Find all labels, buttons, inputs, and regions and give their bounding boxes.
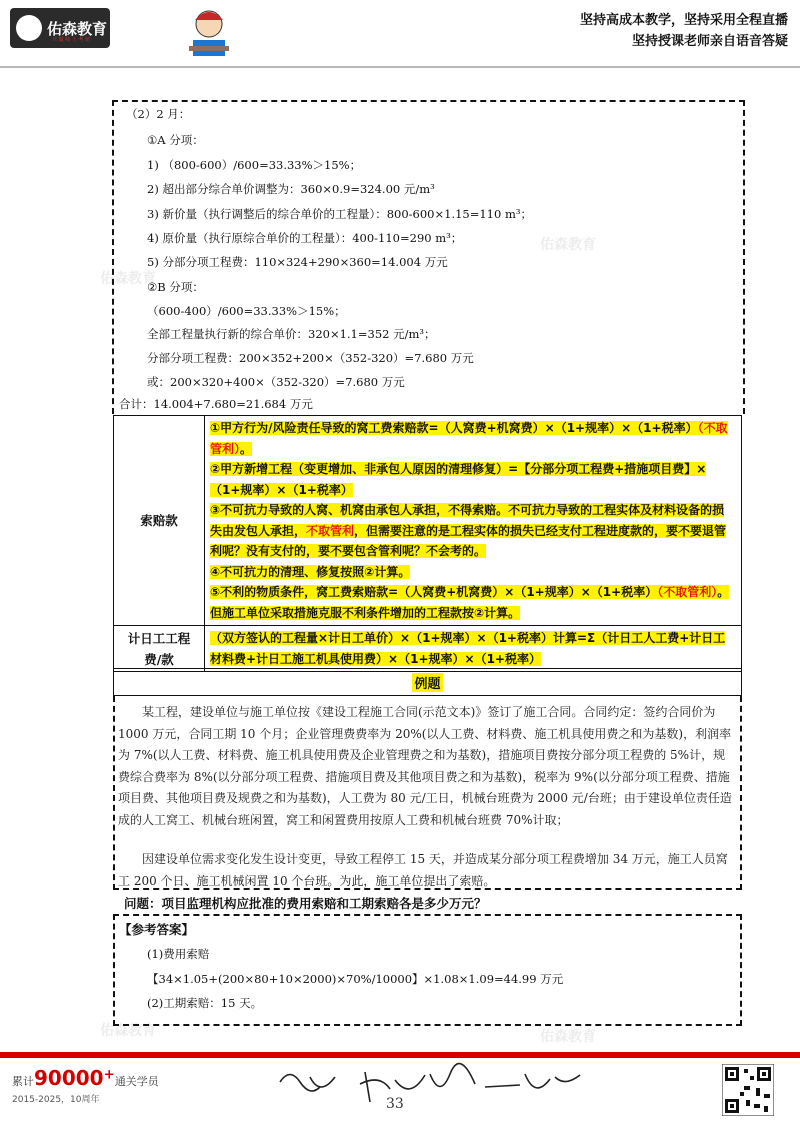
badge-prefix: 累计 xyxy=(12,1075,34,1088)
answer-line: 【34×1.05+(200×80+10×2000)×70%/10000】×1.08×1.09=44.99 万元 xyxy=(147,972,564,986)
logo xyxy=(10,8,110,48)
claims-item xyxy=(210,459,736,500)
logo-seal-icon xyxy=(16,15,42,41)
header-divider xyxy=(0,66,800,68)
calc-line: （600-400）/600=33.33%＞15%； xyxy=(147,304,346,318)
answer-title: 【参考答案】 xyxy=(119,922,195,937)
claims-text: ②甲方新增工程（变更增加、非承包人原因的清理修复）=【分部分项工程费+措施项目费】×（1+规率）×（1+税率） xyxy=(210,462,707,497)
daywork-label xyxy=(114,626,205,672)
example-paragraph: 某工程，建设单位与施工单位按《建设工程施工合同(示范文本)》签订了施工合同。合同约定：签约合同价为 1000 万元，合同工期 10 个月；企业管理费费率为 20%(以人工费、材料费、施工机具使用费之和为基数)，利润率为 7%(以人工费、材料费、施工机具使用费及企业管理费之和为基数)，措施项目费按分部分项工程费的 5%计，规费综合费率为 8%(以分部分项工程费、措施项目费及其他项目费之和为基数)，税率为 9%(以分部分项工程费、措施项目费、其他项目费及规费之和为基数)，人工费为 80 元/工日，机械台班费为 2000 元/台班；由于建设单位责任造成的人工窝工、机械台班闲置，窝工和闲置费用按原人工费和机械台班费 70%计取； xyxy=(118,705,732,827)
calc-line: 全部工程量执行新的综合单价：320×1.1=352 元/m³； xyxy=(147,327,436,341)
claims-note: 不取管利 xyxy=(306,523,355,538)
page-number: 33 xyxy=(386,1096,404,1112)
calc-line: （2）2 月： xyxy=(126,107,191,121)
claims-text: 。 xyxy=(240,441,253,456)
qr-code-icon xyxy=(722,1064,774,1116)
slogan-line: 坚持高成本教学，坚持采用全程直播 xyxy=(579,13,788,28)
claims-note: （不取管利） xyxy=(210,421,728,456)
claims-text: ①甲方行为/风险责任导致的窝工费索赔款=（人窝费+机窝费）×（1+规率）×（1+税率） xyxy=(210,421,698,435)
badge-suffix: 通关学员 xyxy=(114,1075,159,1088)
claims-text: ④不可抗力的清理、修复按照②计算。 xyxy=(210,564,411,579)
example-title xyxy=(113,668,742,696)
slogan xyxy=(580,10,788,52)
slogan-line: 坚持授课老师亲自语音答疑 xyxy=(631,34,788,49)
calc-line: 2) 超出部分综合单价调整为：360×0.9=324.00 元/m³ xyxy=(147,182,435,196)
calc-total: 合计：14.004+7.680=21.684 万元 xyxy=(119,397,313,411)
daywork-text: （双方签认的工程量×计日工单价）×（1+规率）×（1+税率）计算=Σ（计日工人工费+计日工材料费+计日工施工机具使用费）×（1+规率）×（1+税率） xyxy=(210,631,726,666)
claims-note: （不取管利） xyxy=(657,585,718,599)
watermark: 佑森教育 xyxy=(540,237,596,253)
claims-item xyxy=(210,562,736,583)
claims-table xyxy=(113,415,742,672)
daywork-label-line: 费/款 xyxy=(144,651,174,667)
claims-text: ，但需要注意的是工程实体的损失已经支付工程进度款的，要不要退管利呢？没有支付的，要不要包含管利呢？不会考的。 xyxy=(210,523,727,558)
calc-line: 分部分项工程费：200×352+200×（352-320）=7.680 万元 xyxy=(147,351,474,365)
claims-item xyxy=(210,582,736,623)
claims-text: ⑤不利的物质条件，窝工费索赔款=（人窝费+机窝费）×（1+规率）×（1+税率） xyxy=(210,585,658,599)
watermark: 佑森教育 xyxy=(100,271,156,287)
claims-text: ③不可抗力导致的人窝、机窝由承包人承担，不得索赔。不可抗力导致的工程实体及材料设备的损失由发包人承担， xyxy=(210,503,725,538)
badge-plus: + xyxy=(103,1067,115,1083)
answer-line: (1)费用索赔 xyxy=(147,947,210,961)
logo-text: 佑森教育 xyxy=(47,19,108,38)
watermark: 佑森教育 xyxy=(100,1023,156,1039)
example-question: 问题：项目监理机构应批准的费用索赔和工期索赔各是多少万元？ xyxy=(124,896,487,911)
answer-line: (2)工期索赔：15 天。 xyxy=(147,996,263,1010)
calc-line: 1) （800-600）/600=33.33%＞15%； xyxy=(147,158,362,172)
calc-line: 或：200×320+400×（352-320）=7.680 万元 xyxy=(147,375,405,389)
table-row xyxy=(114,626,742,672)
calc-line: ①A 分项： xyxy=(147,133,204,147)
page-header xyxy=(0,0,800,70)
claims-text: 。但施工单位采取措施克服不利条件增加的工程款按②计算。 xyxy=(210,585,730,620)
claims-content xyxy=(205,416,742,626)
signature-icon xyxy=(270,1062,590,1112)
claims-label: 索赔款 xyxy=(114,416,205,626)
logo-tagline: 只 做 线 上 考 培 xyxy=(52,37,90,43)
badge-count: 90000 xyxy=(34,1066,104,1090)
calc-line: 5) 分部分项工程费：110×324+290×360=14.004 万元 xyxy=(147,255,448,269)
example-title-text: 例题 xyxy=(412,673,442,692)
student-count-badge xyxy=(12,1066,159,1105)
mascot-icon xyxy=(185,6,233,62)
badge-years: 2015-2025，10周年 xyxy=(12,1095,100,1105)
claims-item xyxy=(210,500,736,562)
daywork-label-line: 计日工工程 xyxy=(127,630,191,646)
example-paragraph: 因建设单位需求变化发生设计变更，导致工程停工 15 天，并造成某分部分项工程费增加 34 万元，施工人员窝工 200 个日、施工机械闲置 10 个台班。为此，施工单位提出了索赔。 xyxy=(118,852,728,888)
daywork-content xyxy=(205,626,742,672)
claims-item xyxy=(210,418,736,459)
footer-bar xyxy=(0,1052,800,1058)
watermark: 佑森教育 xyxy=(540,1029,596,1045)
calc-line: 3) 新价量（执行调整后的综合单价的工程量）：800-600×1.15=110 m³； xyxy=(147,207,532,221)
calc-line: ②B 分项： xyxy=(147,280,204,294)
table-row xyxy=(114,416,742,626)
calc-line: 4) 原价量（执行原综合单价的工程量）：400-110=290 m³； xyxy=(147,231,463,245)
